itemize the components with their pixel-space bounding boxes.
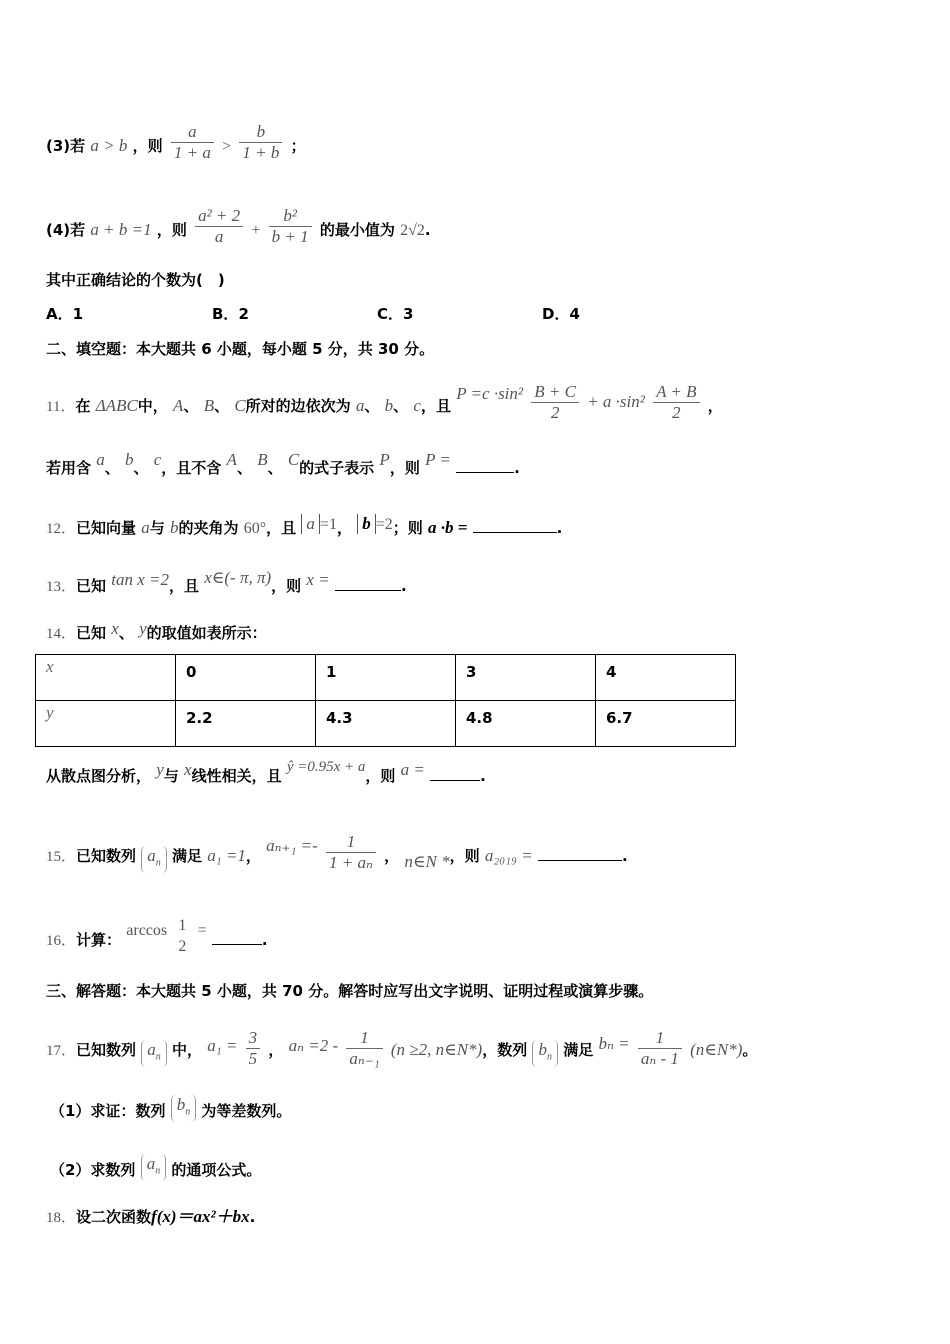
- var-x: x: [184, 760, 192, 779]
- table-cell: 4: [596, 655, 736, 701]
- text: ，则: [271, 577, 302, 595]
- frac-num: A + B: [653, 382, 699, 403]
- gt-sign: >: [222, 138, 232, 155]
- frac-den: b + 1: [271, 227, 309, 246]
- answer-blank[interactable]: [538, 846, 622, 861]
- text: ，: [268, 1041, 284, 1059]
- xy-table: [35, 654, 736, 747]
- table-header-cell: x: [36, 655, 176, 701]
- frac-den: 5: [248, 1049, 258, 1068]
- tan-equation: tan x =2: [111, 570, 170, 589]
- seq-sub: n: [185, 1106, 191, 1118]
- statement-4: [46, 206, 431, 251]
- sep: 、: [393, 397, 409, 415]
- initial-term: a₁ =: [207, 1036, 238, 1055]
- text: 从散点图分析，: [46, 767, 152, 785]
- statement-4-label: (4)若: [46, 221, 86, 239]
- option-key: D．: [542, 305, 570, 323]
- frac-num: 3: [246, 1028, 261, 1049]
- answer-blank[interactable]: [335, 576, 401, 591]
- text: ，: [245, 847, 261, 865]
- initial-term: a₁ =1: [207, 846, 246, 865]
- text: 与: [163, 767, 179, 785]
- text: .: [514, 459, 520, 477]
- text: 已知数列: [76, 1041, 137, 1059]
- var-x: x: [111, 619, 119, 638]
- frac-den: 2: [672, 403, 681, 422]
- section-2-heading: 二、填空题：本大题共 6 小题，每小题 5 分，共 30 分。: [46, 340, 435, 358]
- frac-den: 1 + b: [242, 143, 280, 162]
- statement-3-condition: a > b: [90, 136, 128, 155]
- frac-num: B + C: [531, 382, 579, 403]
- question-17-part-2: [50, 1154, 262, 1187]
- table-cell: 2.2: [176, 701, 316, 747]
- seq-var: a: [147, 1040, 156, 1059]
- var-C: C: [287, 450, 300, 469]
- text: 设二次函数: [76, 1208, 152, 1226]
- vector-a: a: [141, 518, 150, 537]
- fraction-1-over-an-minus-1: [638, 1028, 682, 1069]
- table-row: [36, 655, 736, 701]
- sequence-b: [171, 1095, 197, 1122]
- text: （2）求数列: [50, 1161, 136, 1179]
- var-b: b: [384, 396, 394, 415]
- fraction-1-over-an-1: [346, 1028, 382, 1069]
- option-value: 2: [238, 305, 249, 323]
- frac-den: a: [214, 227, 224, 246]
- question-number: 18．: [46, 1210, 77, 1226]
- text: 计算：: [76, 931, 122, 949]
- question-11-continued: [46, 450, 520, 478]
- arccos: arccos: [126, 922, 168, 939]
- abs-a: a: [301, 514, 320, 534]
- text: ，: [384, 847, 400, 865]
- statement-4-then: ，则: [156, 221, 187, 239]
- sequence-b: [532, 1040, 558, 1067]
- text: 所对的边依次为: [245, 397, 351, 415]
- fraction-a-over-1-plus-a: [171, 122, 214, 163]
- frac-num: 1: [638, 1028, 682, 1049]
- seq-sub: n: [155, 857, 161, 869]
- statement-3-label: (3)若: [46, 137, 86, 155]
- eq-1: =1: [319, 516, 337, 533]
- text: 的取值如表所示：: [146, 624, 267, 642]
- text: .: [480, 767, 486, 785]
- question-11: [46, 382, 723, 427]
- var-x: x =: [306, 570, 330, 589]
- sep: 、: [133, 459, 149, 477]
- expr-part-2: + a ·sin²: [587, 392, 645, 411]
- text: 已知: [76, 577, 107, 595]
- table-cell: 6.7: [596, 701, 736, 747]
- option-key: B．: [212, 305, 239, 323]
- seq-var: b: [176, 1095, 186, 1114]
- text: 的夹角为: [178, 519, 239, 537]
- var-A: A: [173, 396, 184, 415]
- table-row: [36, 701, 736, 747]
- text: 满足: [563, 1041, 594, 1059]
- fraction-b-plus-c-over-2: [531, 382, 579, 423]
- text: .: [261, 931, 268, 949]
- answer-blank[interactable]: [456, 458, 514, 473]
- option-key: A．: [46, 305, 73, 323]
- answer-blank[interactable]: [430, 766, 480, 781]
- domain: x∈(- π, π): [204, 568, 272, 587]
- equals: =: [197, 922, 207, 939]
- text: .: [249, 1208, 256, 1226]
- question-15: [46, 832, 628, 877]
- text: ，且不含: [161, 459, 222, 477]
- condition: (n∈N*): [690, 1040, 743, 1059]
- question-18: [46, 1207, 255, 1228]
- var-a: a: [355, 396, 365, 415]
- fraction-b-over-1-plus-b: [239, 122, 282, 163]
- condition: (n ≥2, n∈N*): [390, 1040, 483, 1059]
- question-13: [46, 568, 407, 597]
- recurrence-lhs: aₙ₊₁ =-: [266, 836, 318, 855]
- text: 中，: [137, 397, 168, 415]
- seq-var: a: [147, 846, 156, 865]
- text: 已知向量: [76, 519, 137, 537]
- var-a-eq: a =: [400, 760, 425, 779]
- text: 已知: [76, 624, 107, 642]
- text: 若用含: [46, 459, 92, 477]
- frac-num: a: [171, 122, 214, 143]
- question-number: 14．: [46, 626, 77, 642]
- text: .: [621, 847, 628, 865]
- triangle-abc: ΔABC: [95, 396, 138, 415]
- statement-3-then: ，则: [132, 137, 163, 155]
- var-P: P: [379, 450, 390, 469]
- text: 。: [742, 1041, 758, 1059]
- question-number: 13．: [46, 579, 77, 595]
- sep: 、: [236, 459, 252, 477]
- target-term: a₂₀₁₉ =: [484, 846, 533, 865]
- sep: 、: [364, 397, 380, 415]
- question-number: 17．: [46, 1043, 77, 1059]
- question-17-part-1: [50, 1095, 292, 1128]
- function-definition: f(x)＝ax²＋bx: [151, 1207, 250, 1226]
- text: 的式子表示: [299, 459, 375, 477]
- frac-den: 1 + a: [173, 143, 211, 162]
- text: 在: [75, 397, 91, 415]
- text: ，且: [266, 519, 297, 537]
- sequence-a: [141, 846, 167, 873]
- frac-num: 1: [346, 1028, 382, 1049]
- sep: 、: [118, 624, 134, 642]
- table-cell: 4.3: [316, 701, 456, 747]
- b-definition: bₙ =: [598, 1034, 630, 1053]
- sequence-a: [141, 1154, 167, 1181]
- vector-b: b: [170, 518, 179, 537]
- seq-sub: n: [546, 1051, 552, 1063]
- var-a: a: [96, 450, 105, 469]
- option-a[interactable]: [46, 304, 83, 324]
- text: 的通项公式。: [171, 1161, 262, 1179]
- text: 为等差数列。: [201, 1102, 292, 1120]
- frac-den: 1 + aₙ: [329, 853, 373, 872]
- text: ，且: [420, 397, 451, 415]
- section-3-heading: 三、解答题：本大题共 5 小题，共 70 分。解答时应写出文字说明、证明过程或演算步骤。: [46, 982, 654, 1000]
- frac-num: a² + 2: [195, 206, 243, 227]
- question-number: 16．: [46, 933, 77, 949]
- question-number: 11．: [46, 399, 76, 415]
- text: （1）求证：数列: [50, 1102, 166, 1120]
- statement-3: [46, 122, 306, 167]
- text: ，: [707, 397, 723, 415]
- var-A: A: [226, 450, 237, 469]
- dot-product: a ·b =: [427, 518, 468, 537]
- text: ，且: [169, 577, 200, 595]
- question-number: 12．: [46, 521, 77, 537]
- var-y: y: [156, 760, 164, 779]
- fraction-3-over-5: [246, 1028, 261, 1069]
- fraction-b2-over-b-plus-1: [269, 206, 312, 247]
- question-12: [46, 514, 563, 539]
- period: .: [424, 221, 431, 239]
- answer-blank[interactable]: [473, 518, 557, 533]
- text: ，则: [365, 767, 396, 785]
- option-value: 1: [72, 305, 84, 323]
- sep: 、: [214, 397, 230, 415]
- domain: n∈N *: [404, 852, 450, 871]
- frac-den: aₙ - 1: [640, 1049, 679, 1068]
- angle: 60°: [243, 520, 267, 537]
- frac-den: 2: [178, 938, 187, 955]
- sep: 、: [267, 459, 283, 477]
- fraction-a2-plus-2-over-a: [195, 206, 243, 247]
- answer-blank[interactable]: [212, 930, 262, 945]
- var-c: c: [413, 396, 421, 415]
- var-B: B: [203, 396, 215, 415]
- statement-4-tail: 的最小值为: [319, 221, 395, 239]
- text: ，则: [449, 847, 480, 865]
- recurrence: aₙ =2 -: [288, 1036, 339, 1055]
- frac-num: b²: [269, 206, 312, 227]
- question-16: [46, 917, 268, 961]
- question-number: 15．: [46, 849, 77, 865]
- question-14: [46, 619, 267, 644]
- min-value: 2√2: [400, 222, 425, 239]
- seq-sub: n: [155, 1165, 161, 1177]
- text: ，则: [389, 459, 420, 477]
- var-c: c: [153, 450, 162, 469]
- option-c[interactable]: [377, 304, 413, 324]
- table-header-cell: y: [36, 701, 176, 747]
- plus-sign: +: [251, 222, 261, 239]
- var-y: y: [139, 619, 147, 638]
- seq-var: a: [146, 1154, 156, 1173]
- count-question: 其中正确结论的个数为( ): [46, 271, 225, 289]
- expr-part-1: P =c ·sin²: [456, 384, 523, 403]
- var-B: B: [257, 450, 268, 469]
- fraction-1-over-2: [175, 916, 189, 957]
- frac-num: 1: [175, 916, 189, 937]
- seq-var: b: [538, 1040, 547, 1059]
- text: 与: [149, 519, 165, 537]
- frac-den: 2: [550, 403, 560, 422]
- var-b: b: [125, 450, 134, 469]
- frac-num: 1: [326, 832, 376, 853]
- seq-sub: n: [155, 1051, 161, 1063]
- option-value: 3: [403, 305, 414, 323]
- question-14-continued: [46, 759, 486, 787]
- table-cell: 4.8: [456, 701, 596, 747]
- sequence-a: [141, 1040, 167, 1067]
- regression-equation: ŷ =0.95x + a: [286, 759, 366, 775]
- text: 线性相关，且: [191, 767, 282, 785]
- eq-2: =2: [375, 516, 393, 533]
- table-cell: 1: [316, 655, 456, 701]
- fraction-a-plus-b-over-2: [653, 382, 699, 423]
- table-cell: 3: [456, 655, 596, 701]
- abs-b: b: [357, 514, 376, 534]
- statement-3-tail: ；: [290, 137, 306, 155]
- sep: 、: [183, 397, 199, 415]
- var-P-eq: P =: [425, 450, 451, 469]
- table-cell: 0: [176, 655, 316, 701]
- text: .: [400, 577, 407, 595]
- option-value: 4: [569, 305, 580, 323]
- frac-num: b: [239, 122, 282, 143]
- text: 已知数列: [76, 847, 137, 865]
- text: 满足: [172, 847, 203, 865]
- statement-4-condition: a + b =1: [90, 220, 152, 239]
- text: 中，: [172, 1041, 203, 1059]
- fraction-1-over-1-plus-an: [326, 832, 376, 873]
- frac-den: aₙ₋₁: [349, 1049, 380, 1068]
- sep: 、: [104, 459, 120, 477]
- option-d[interactable]: [542, 304, 580, 324]
- text: .: [556, 519, 563, 537]
- option-b[interactable]: [212, 304, 249, 324]
- text: ，数列: [482, 1041, 528, 1059]
- question-17: [46, 1030, 757, 1071]
- text: ，: [336, 519, 352, 537]
- option-key: C．: [377, 305, 404, 323]
- text: ；则: [392, 519, 423, 537]
- var-C: C: [234, 396, 246, 415]
